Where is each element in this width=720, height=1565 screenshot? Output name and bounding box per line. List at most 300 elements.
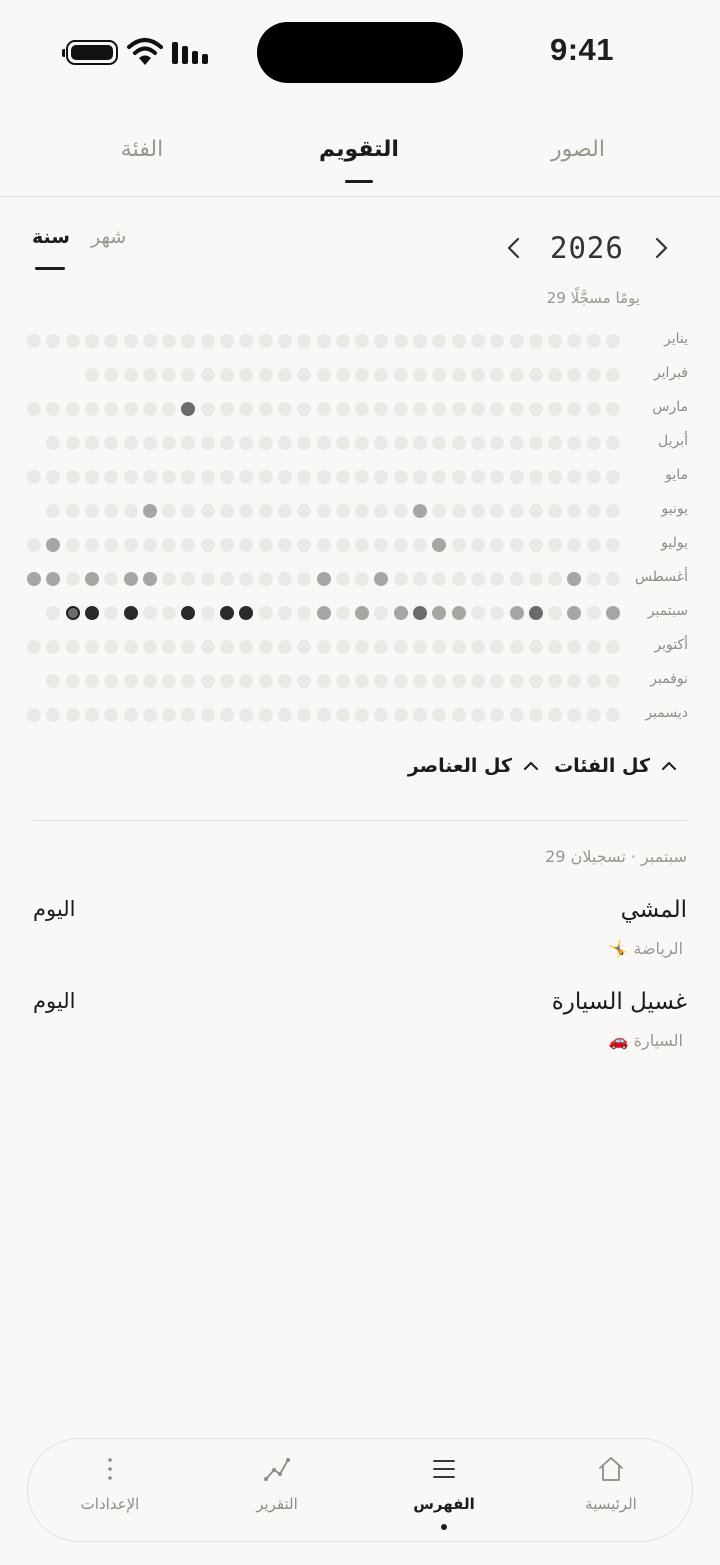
- day-dot[interactable]: [143, 606, 157, 620]
- day-dot[interactable]: [143, 572, 157, 586]
- day-dot[interactable]: [510, 708, 524, 722]
- day-dot[interactable]: [336, 674, 350, 688]
- day-dot[interactable]: [85, 402, 99, 416]
- day-dot[interactable]: [452, 572, 466, 586]
- day-dot[interactable]: [510, 640, 524, 654]
- day-dot[interactable]: [143, 436, 157, 450]
- day-dot[interactable]: [587, 606, 601, 620]
- day-dot[interactable]: [490, 708, 504, 722]
- day-dot[interactable]: [239, 402, 253, 416]
- day-dot[interactable]: [259, 640, 273, 654]
- day-dot[interactable]: [124, 436, 138, 450]
- day-dot[interactable]: [278, 402, 292, 416]
- day-dot[interactable]: [587, 436, 601, 450]
- day-dot[interactable]: [278, 504, 292, 518]
- day-dot[interactable]: [452, 538, 466, 552]
- day-dot[interactable]: [529, 402, 543, 416]
- day-dot[interactable]: [27, 470, 41, 484]
- day-dot[interactable]: [46, 436, 60, 450]
- day-dot[interactable]: [259, 470, 273, 484]
- day-dot[interactable]: [548, 572, 562, 586]
- day-dot[interactable]: [239, 334, 253, 348]
- day-dot[interactable]: [317, 708, 331, 722]
- day-dot[interactable]: [606, 436, 620, 450]
- tab-category[interactable]: الفئة: [120, 137, 164, 162]
- day-dot[interactable]: [85, 470, 99, 484]
- day-dot[interactable]: [374, 538, 388, 552]
- day-dot[interactable]: [413, 640, 427, 654]
- day-dot[interactable]: [471, 368, 485, 382]
- day-dot[interactable]: [201, 368, 215, 382]
- day-dot[interactable]: [374, 572, 388, 586]
- day-dot[interactable]: [355, 368, 369, 382]
- day-dot[interactable]: [394, 708, 408, 722]
- day-dot[interactable]: [220, 572, 234, 586]
- day-dot[interactable]: [104, 606, 118, 620]
- day-dot[interactable]: [567, 436, 581, 450]
- nav-report[interactable]: [207, 1439, 347, 1543]
- day-dot[interactable]: [259, 402, 273, 416]
- day-dot[interactable]: [374, 470, 388, 484]
- day-dot[interactable]: [432, 470, 446, 484]
- day-dot[interactable]: [124, 572, 138, 586]
- day-dot[interactable]: [317, 538, 331, 552]
- day-dot[interactable]: [104, 708, 118, 722]
- day-dot[interactable]: [355, 504, 369, 518]
- day-dot[interactable]: [220, 470, 234, 484]
- entry-item[interactable]: [33, 989, 687, 1059]
- day-dot[interactable]: [317, 674, 331, 688]
- day-dot[interactable]: [124, 504, 138, 518]
- day-dot[interactable]: [85, 572, 99, 586]
- day-dot[interactable]: [201, 572, 215, 586]
- day-dot[interactable]: [374, 504, 388, 518]
- day-dot[interactable]: [336, 572, 350, 586]
- day-dot[interactable]: [317, 504, 331, 518]
- day-dot[interactable]: [548, 436, 562, 450]
- day-dot[interactable]: [317, 640, 331, 654]
- day-dot[interactable]: [606, 606, 620, 620]
- day-dot[interactable]: [259, 504, 273, 518]
- day-dot[interactable]: [374, 368, 388, 382]
- day-dot[interactable]: [529, 436, 543, 450]
- nav-home[interactable]: [541, 1439, 681, 1543]
- day-dot[interactable]: [374, 674, 388, 688]
- day-dot[interactable]: [510, 538, 524, 552]
- tab-photos[interactable]: الصور: [551, 137, 605, 162]
- day-dot[interactable]: [239, 708, 253, 722]
- day-dot[interactable]: [143, 368, 157, 382]
- day-dot[interactable]: [394, 572, 408, 586]
- day-dot[interactable]: [104, 572, 118, 586]
- day-dot[interactable]: [606, 640, 620, 654]
- day-dot[interactable]: [413, 504, 427, 518]
- day-dot[interactable]: [355, 470, 369, 484]
- day-dot[interactable]: [413, 674, 427, 688]
- day-dot[interactable]: [66, 606, 80, 620]
- day-dot[interactable]: [606, 572, 620, 586]
- day-dot[interactable]: [548, 708, 562, 722]
- day-dot[interactable]: [278, 470, 292, 484]
- day-dot[interactable]: [46, 538, 60, 552]
- day-dot[interactable]: [66, 402, 80, 416]
- day-dot[interactable]: [85, 334, 99, 348]
- day-dot[interactable]: [336, 606, 350, 620]
- day-dot[interactable]: [394, 606, 408, 620]
- day-dot[interactable]: [529, 606, 543, 620]
- day-dot[interactable]: [124, 674, 138, 688]
- day-dot[interactable]: [336, 708, 350, 722]
- day-dot[interactable]: [201, 606, 215, 620]
- day-dot[interactable]: [201, 708, 215, 722]
- day-dot[interactable]: [355, 334, 369, 348]
- day-dot[interactable]: [239, 436, 253, 450]
- day-dot[interactable]: [239, 470, 253, 484]
- day-dot[interactable]: [220, 640, 234, 654]
- segment-year[interactable]: [32, 226, 70, 248]
- day-dot[interactable]: [317, 606, 331, 620]
- day-dot[interactable]: [355, 572, 369, 586]
- day-dot[interactable]: [452, 334, 466, 348]
- day-dot[interactable]: [490, 572, 504, 586]
- day-dot[interactable]: [452, 436, 466, 450]
- day-dot[interactable]: [124, 334, 138, 348]
- day-dot[interactable]: [66, 640, 80, 654]
- day-dot[interactable]: [510, 504, 524, 518]
- day-dot[interactable]: [490, 674, 504, 688]
- day-dot[interactable]: [181, 572, 195, 586]
- day-dot[interactable]: [85, 368, 99, 382]
- day-dot[interactable]: [606, 470, 620, 484]
- day-dot[interactable]: [297, 334, 311, 348]
- day-dot[interactable]: [201, 402, 215, 416]
- day-dot[interactable]: [355, 538, 369, 552]
- day-dot[interactable]: [143, 640, 157, 654]
- day-dot[interactable]: [490, 470, 504, 484]
- day-dot[interactable]: [220, 368, 234, 382]
- day-dot[interactable]: [413, 572, 427, 586]
- day-dot[interactable]: [124, 708, 138, 722]
- day-dot[interactable]: [587, 538, 601, 552]
- day-dot[interactable]: [587, 504, 601, 518]
- day-dot[interactable]: [606, 708, 620, 722]
- day-dot[interactable]: [529, 504, 543, 518]
- day-dot[interactable]: [239, 538, 253, 552]
- nav-settings[interactable]: [40, 1439, 180, 1543]
- day-dot[interactable]: [181, 334, 195, 348]
- day-dot[interactable]: [162, 640, 176, 654]
- day-dot[interactable]: [143, 538, 157, 552]
- day-dot[interactable]: [201, 538, 215, 552]
- day-dot[interactable]: [317, 470, 331, 484]
- day-dot[interactable]: [587, 470, 601, 484]
- day-dot[interactable]: [162, 538, 176, 552]
- day-dot[interactable]: [66, 504, 80, 518]
- day-dot[interactable]: [66, 470, 80, 484]
- day-dot[interactable]: [104, 538, 118, 552]
- day-dot[interactable]: [85, 674, 99, 688]
- day-dot[interactable]: [297, 572, 311, 586]
- day-dot[interactable]: [336, 436, 350, 450]
- day-dot[interactable]: [587, 708, 601, 722]
- day-dot[interactable]: [413, 402, 427, 416]
- day-dot[interactable]: [548, 674, 562, 688]
- day-dot[interactable]: [452, 640, 466, 654]
- day-dot[interactable]: [606, 402, 620, 416]
- day-dot[interactable]: [587, 368, 601, 382]
- day-dot[interactable]: [297, 470, 311, 484]
- day-dot[interactable]: [66, 334, 80, 348]
- day-dot[interactable]: [201, 504, 215, 518]
- day-dot[interactable]: [124, 538, 138, 552]
- day-dot[interactable]: [162, 606, 176, 620]
- day-dot[interactable]: [27, 640, 41, 654]
- day-dot[interactable]: [606, 674, 620, 688]
- day-dot[interactable]: [587, 572, 601, 586]
- day-dot[interactable]: [567, 368, 581, 382]
- segment-month[interactable]: شهر: [91, 226, 127, 248]
- day-dot[interactable]: [66, 538, 80, 552]
- day-dot[interactable]: [85, 640, 99, 654]
- chevron-right-icon[interactable]: [647, 234, 675, 262]
- day-dot[interactable]: [46, 708, 60, 722]
- day-dot[interactable]: [27, 334, 41, 348]
- day-dot[interactable]: [567, 640, 581, 654]
- day-dot[interactable]: [239, 606, 253, 620]
- day-dot[interactable]: [529, 334, 543, 348]
- day-dot[interactable]: [104, 436, 118, 450]
- day-dot[interactable]: [394, 674, 408, 688]
- day-dot[interactable]: [355, 606, 369, 620]
- day-dot[interactable]: [510, 606, 524, 620]
- day-dot[interactable]: [490, 334, 504, 348]
- day-dot[interactable]: [394, 368, 408, 382]
- day-dot[interactable]: [46, 674, 60, 688]
- day-dot[interactable]: [548, 640, 562, 654]
- day-dot[interactable]: [529, 572, 543, 586]
- day-dot[interactable]: [471, 640, 485, 654]
- day-dot[interactable]: [413, 708, 427, 722]
- day-dot[interactable]: [278, 538, 292, 552]
- entry-item[interactable]: [33, 897, 687, 967]
- day-dot[interactable]: [490, 402, 504, 416]
- day-dot[interactable]: [452, 470, 466, 484]
- day-dot[interactable]: [259, 538, 273, 552]
- day-dot[interactable]: [278, 368, 292, 382]
- day-dot[interactable]: [567, 572, 581, 586]
- day-dot[interactable]: [510, 334, 524, 348]
- day-dot[interactable]: [239, 674, 253, 688]
- day-dot[interactable]: [471, 538, 485, 552]
- day-dot[interactable]: [606, 504, 620, 518]
- day-dot[interactable]: [143, 334, 157, 348]
- day-dot[interactable]: [162, 572, 176, 586]
- day-dot[interactable]: [85, 436, 99, 450]
- day-dot[interactable]: [548, 402, 562, 416]
- day-dot[interactable]: [104, 334, 118, 348]
- day-dot[interactable]: [143, 470, 157, 484]
- items-filter[interactable]: [408, 755, 540, 777]
- day-dot[interactable]: [104, 504, 118, 518]
- day-dot[interactable]: [413, 606, 427, 620]
- day-dot[interactable]: [317, 436, 331, 450]
- day-dot[interactable]: [606, 538, 620, 552]
- day-dot[interactable]: [46, 402, 60, 416]
- day-dot[interactable]: [259, 368, 273, 382]
- day-dot[interactable]: [85, 708, 99, 722]
- day-dot[interactable]: [432, 402, 446, 416]
- day-dot[interactable]: [317, 572, 331, 586]
- day-dot[interactable]: [104, 470, 118, 484]
- day-dot[interactable]: [510, 470, 524, 484]
- day-dot[interactable]: [104, 368, 118, 382]
- day-dot[interactable]: [490, 606, 504, 620]
- day-dot[interactable]: [124, 368, 138, 382]
- day-dot[interactable]: [374, 334, 388, 348]
- tab-calendar[interactable]: [259, 137, 459, 162]
- day-dot[interactable]: [220, 538, 234, 552]
- day-dot[interactable]: [317, 402, 331, 416]
- day-dot[interactable]: [471, 470, 485, 484]
- day-dot[interactable]: [27, 538, 41, 552]
- day-dot[interactable]: [46, 572, 60, 586]
- day-dot[interactable]: [278, 674, 292, 688]
- day-dot[interactable]: [201, 470, 215, 484]
- day-dot[interactable]: [529, 674, 543, 688]
- day-dot[interactable]: [336, 640, 350, 654]
- day-dot[interactable]: [239, 504, 253, 518]
- day-dot[interactable]: [452, 368, 466, 382]
- day-dot[interactable]: [355, 674, 369, 688]
- day-dot[interactable]: [374, 402, 388, 416]
- day-dot[interactable]: [336, 538, 350, 552]
- day-dot[interactable]: [567, 674, 581, 688]
- day-dot[interactable]: [529, 708, 543, 722]
- day-dot[interactable]: [66, 708, 80, 722]
- day-dot[interactable]: [529, 538, 543, 552]
- day-dot[interactable]: [259, 674, 273, 688]
- day-dot[interactable]: [220, 402, 234, 416]
- day-dot[interactable]: [220, 708, 234, 722]
- day-dot[interactable]: [259, 436, 273, 450]
- day-dot[interactable]: [85, 538, 99, 552]
- day-dot[interactable]: [181, 470, 195, 484]
- day-dot[interactable]: [85, 504, 99, 518]
- day-dot[interactable]: [567, 708, 581, 722]
- day-dot[interactable]: [162, 402, 176, 416]
- categories-filter[interactable]: [554, 755, 678, 777]
- day-dot[interactable]: [27, 708, 41, 722]
- day-dot[interactable]: [510, 368, 524, 382]
- day-dot[interactable]: [606, 368, 620, 382]
- day-dot[interactable]: [336, 368, 350, 382]
- day-dot[interactable]: [297, 640, 311, 654]
- day-dot[interactable]: [394, 402, 408, 416]
- day-dot[interactable]: [529, 470, 543, 484]
- day-dot[interactable]: [278, 572, 292, 586]
- day-dot[interactable]: [567, 538, 581, 552]
- day-dot[interactable]: [317, 334, 331, 348]
- day-dot[interactable]: [220, 334, 234, 348]
- day-dot[interactable]: [336, 334, 350, 348]
- day-dot[interactable]: [374, 708, 388, 722]
- day-dot[interactable]: [162, 436, 176, 450]
- day-dot[interactable]: [529, 640, 543, 654]
- day-dot[interactable]: [394, 436, 408, 450]
- day-dot[interactable]: [452, 504, 466, 518]
- day-dot[interactable]: [432, 504, 446, 518]
- day-dot[interactable]: [587, 402, 601, 416]
- day-dot[interactable]: [162, 470, 176, 484]
- day-dot[interactable]: [336, 504, 350, 518]
- day-dot[interactable]: [297, 402, 311, 416]
- day-dot[interactable]: [162, 334, 176, 348]
- day-dot[interactable]: [490, 640, 504, 654]
- day-dot[interactable]: [432, 334, 446, 348]
- day-dot[interactable]: [124, 402, 138, 416]
- day-dot[interactable]: [104, 402, 118, 416]
- day-dot[interactable]: [567, 402, 581, 416]
- day-dot[interactable]: [124, 640, 138, 654]
- day-dot[interactable]: [259, 334, 273, 348]
- day-dot[interactable]: [66, 436, 80, 450]
- day-dot[interactable]: [104, 640, 118, 654]
- day-dot[interactable]: [413, 470, 427, 484]
- day-dot[interactable]: [162, 504, 176, 518]
- day-dot[interactable]: [46, 640, 60, 654]
- day-dot[interactable]: [297, 606, 311, 620]
- day-dot[interactable]: [220, 674, 234, 688]
- day-dot[interactable]: [317, 368, 331, 382]
- day-dot[interactable]: [124, 470, 138, 484]
- day-dot[interactable]: [181, 402, 195, 416]
- day-dot[interactable]: [355, 402, 369, 416]
- day-dot[interactable]: [181, 368, 195, 382]
- day-dot[interactable]: [374, 606, 388, 620]
- day-dot[interactable]: [510, 572, 524, 586]
- day-dot[interactable]: [239, 572, 253, 586]
- day-dot[interactable]: [471, 708, 485, 722]
- day-dot[interactable]: [432, 674, 446, 688]
- day-dot[interactable]: [143, 402, 157, 416]
- day-dot[interactable]: [181, 674, 195, 688]
- day-dot[interactable]: [471, 674, 485, 688]
- day-dot[interactable]: [278, 640, 292, 654]
- day-dot[interactable]: [471, 606, 485, 620]
- day-dot[interactable]: [432, 572, 446, 586]
- day-dot[interactable]: [471, 572, 485, 586]
- day-dot[interactable]: [355, 708, 369, 722]
- day-dot[interactable]: [413, 538, 427, 552]
- day-dot[interactable]: [567, 606, 581, 620]
- day-dot[interactable]: [471, 334, 485, 348]
- day-dot[interactable]: [239, 640, 253, 654]
- day-dot[interactable]: [66, 674, 80, 688]
- day-dot[interactable]: [259, 708, 273, 722]
- day-dot[interactable]: [297, 436, 311, 450]
- day-dot[interactable]: [510, 402, 524, 416]
- day-dot[interactable]: [413, 368, 427, 382]
- day-dot[interactable]: [548, 470, 562, 484]
- day-dot[interactable]: [143, 504, 157, 518]
- day-dot[interactable]: [162, 674, 176, 688]
- day-dot[interactable]: [181, 640, 195, 654]
- day-dot[interactable]: [452, 402, 466, 416]
- day-dot[interactable]: [46, 504, 60, 518]
- day-dot[interactable]: [336, 402, 350, 416]
- day-dot[interactable]: [432, 538, 446, 552]
- day-dot[interactable]: [297, 504, 311, 518]
